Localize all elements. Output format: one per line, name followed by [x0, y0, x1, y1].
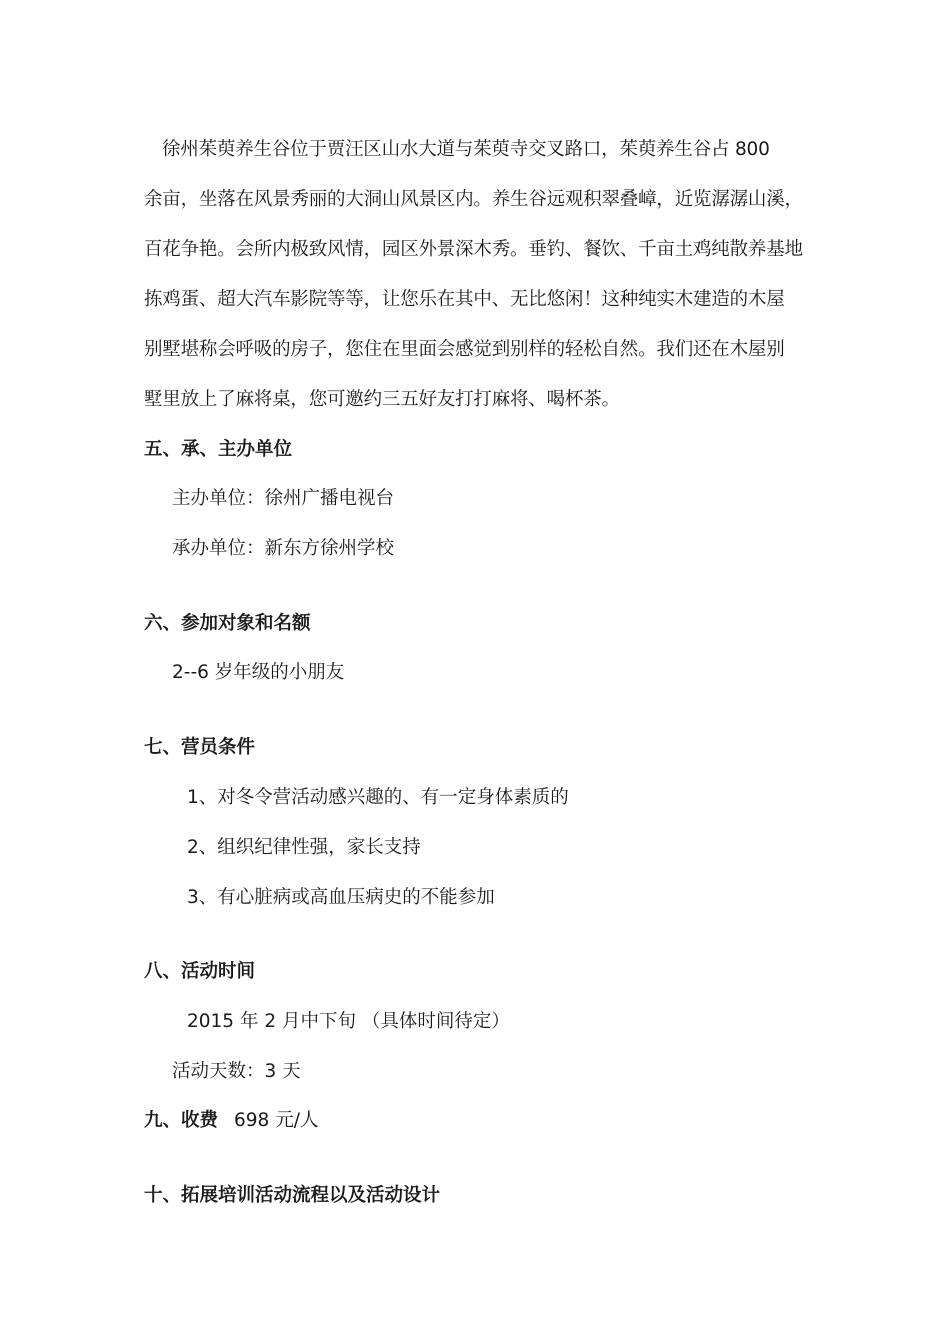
activity-date: 2015 年 2 月中下旬 （具体时间待定）	[187, 1011, 510, 1032]
section-heading-time: 八、活动时间	[144, 961, 256, 982]
host-organizer: 主办单位：徐州广播电视台	[172, 488, 395, 509]
section-heading-participants: 六、参加对象和名额	[144, 613, 311, 634]
condition-item: 2、组织纪律性强，家长支持	[187, 837, 421, 858]
intro-paragraph-line: 墅里放上了麻将桌，您可邀约三五好友打打麻将、喝杯茶。	[144, 389, 620, 410]
intro-paragraph-line: 拣鸡蛋、超大汽车影院等等，让您乐在其中、无比悠闲！这种纯实木建造的木屋	[144, 289, 785, 310]
condition-item: 3、有心脏病或高血压病史的不能参加	[187, 887, 495, 908]
intro-paragraph-line: 余亩，坐落在风景秀丽的大洞山风景区内。养生谷远观积翠叠嶂，近览潺潺山溪，	[144, 189, 803, 210]
intro-paragraph-line: 别墅堪称会呼吸的房子，您住在里面会感觉到别样的轻松自然。我们还在木屋别	[144, 339, 785, 360]
section-fee	[144, 1108, 318, 1134]
section-heading-process: 十、拓展培训活动流程以及活动设计	[144, 1185, 441, 1206]
activity-days: 活动天数：3 天	[172, 1061, 301, 1082]
fee-value: 698 元/人	[234, 1110, 319, 1131]
section-heading-fee: 九、收费	[144, 1110, 219, 1131]
participants-text: 2--6 岁年级的小朋友	[172, 662, 345, 683]
condition-item: 1、对冬令营活动感兴趣的、有一定身体素质的	[187, 787, 569, 808]
operating-organizer: 承办单位：新东方徐州学校	[172, 538, 395, 559]
intro-paragraph-line: 徐州茱萸养生谷位于贾汪区山水大道与茱萸寺交叉路口，茱萸养生谷占 800	[162, 139, 770, 160]
section-heading-organizers: 五、承、主办单位	[144, 439, 293, 460]
section-heading-conditions: 七、营员条件	[144, 737, 256, 758]
intro-paragraph-line: 百花争艳。会所内极致风情，园区外景深木秀。垂钓、餐饮、千亩土鸡纯散养基地	[144, 239, 803, 260]
